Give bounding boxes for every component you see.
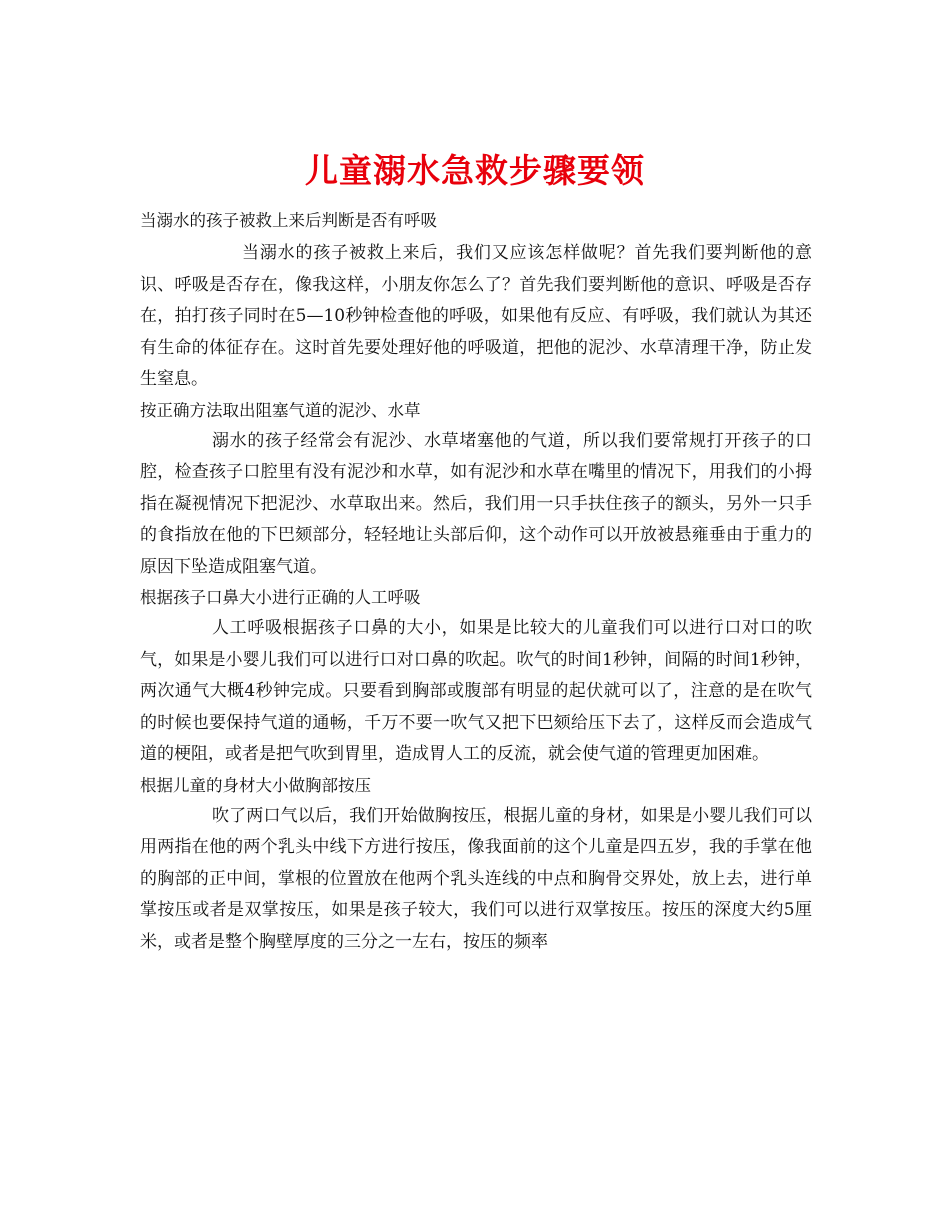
section-paragraph-4: 吹了两口气以后，我们开始做胸按压，根据儿童的身材，如果是小婴儿我们可以用两指在他的两个乳头中线下方进行按压，像我面前的这个儿童是四五岁，我的手掌在他的胸部的正中间，掌根的位置放在他两个乳头连线的中点和胸骨交界处，放上去，进行单掌按压或者是双掌按压，如果是孩子较大，我们可以进行双掌按压。按压的深度大约5厘米，或者是整个胸壁厚度的三分之一左右，按压的频率 — [140, 805, 812, 952]
section-heading-4: 根据儿童的身材大小做胸部按压 — [140, 775, 371, 795]
section-heading-3: 根据孩子口鼻大小进行正确的人工呼吸 — [140, 588, 421, 607]
section-heading-2: 按正确方法取出阻塞气道的泥沙、水草 — [140, 400, 421, 420]
section-paragraph-1: 当溺水的孩子被救上来后，我们又应该怎样做呢？首先我们要判断他的意识、呼吸是否存在，像我这样，小朋友你怎么了？首先我们要判断他的意识、呼吸是否存在，拍打孩子同时在5—10秒钟检查他的呼吸，如果他有反应、有呼吸，我们就认为其还有生命的体征存在。这时首先要处理好他的呼吸道，把他的泥沙、水草清理干净，防止发生窒息。 — [140, 243, 812, 389]
section-heading-1: 当溺水的孩子被救上来后判断是否有呼吸 — [140, 211, 437, 230]
section-paragraph-2: 溺水的孩子经常会有泥沙、水草堵塞他的气道，所以我们要常规打开孩子的口腔，检查孩子口腔里有没有泥沙和水草，如有泥沙和水草在嘴里的情况下，用我们的小拇指在凝视情况下把泥沙、水草取出来。然后，我们用一只手扶住孩子的额头，另外一只手的食指放在他的下巴颏部分，轻轻地让头部后仰，这个动作可以开放被悬雍垂由于重力的原因下坠造成阻塞气道。 — [140, 430, 812, 577]
document-body — [140, 206, 812, 958]
document-title: 儿童溺水急救步骤要领 — [305, 151, 645, 191]
section-paragraph-3: 人工呼吸根据孩子口鼻的大小，如果是比较大的儿童我们可以进行口对口的吹气，如果是小婴儿我们可以进行口对口鼻的吹起。吹气的时间1秒钟，间隔的时间1秒钟，两次通气大概4秒钟完成。只要看到胸部或腹部有明显的起伏就可以了，注意的是在吹气的时候也要保持气道的通畅，千万不要一吹气又把下巴颏给压下去了，这样反而会造成气道的梗阻，或者是把气吹到胃里，造成胃人工的反流，就会使气道的管理更加困难。 — [140, 618, 812, 764]
